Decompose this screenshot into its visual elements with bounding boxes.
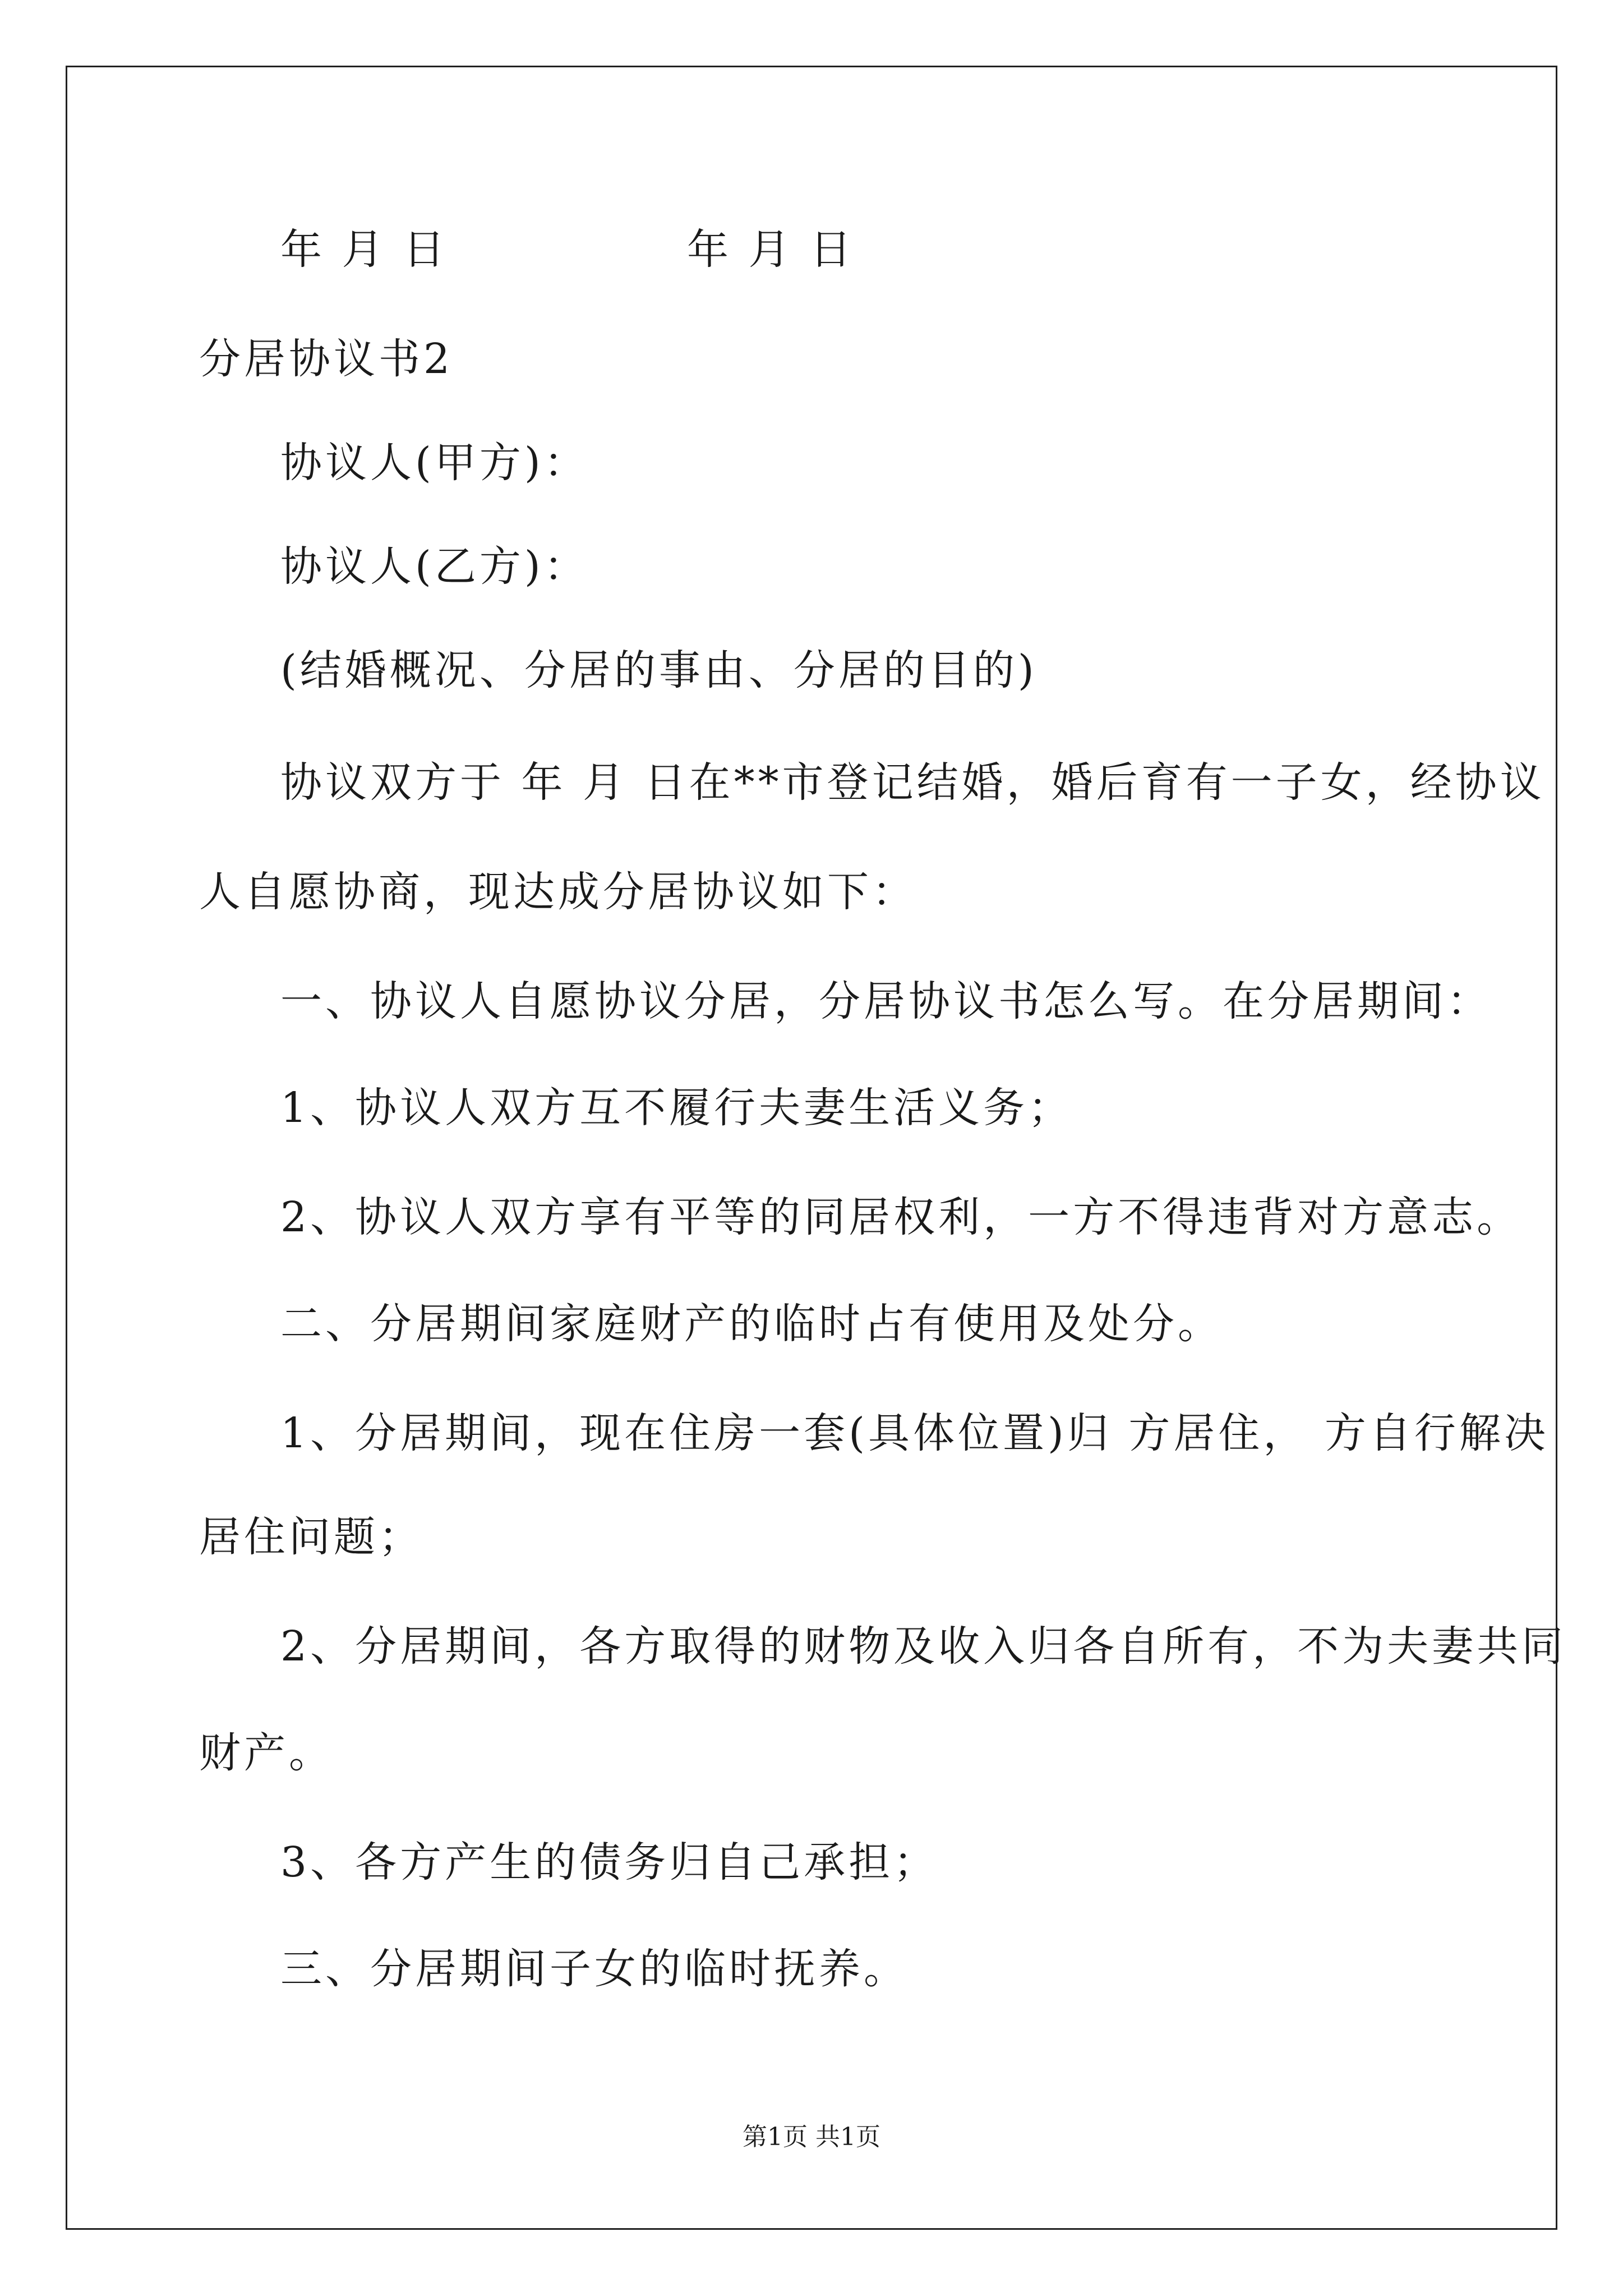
date-left: 年 月 日 xyxy=(280,226,449,274)
signature-date-row xyxy=(280,222,855,278)
clause-2-2-cont: 财产。 xyxy=(199,1729,334,1777)
background-note: (结婚概况、分居的事由、分居的目的) xyxy=(280,646,1038,694)
paragraph-marriage: 协议双方于 年 月 日在**市登记结婚，婚后育有一子女，经协议 xyxy=(280,758,1545,807)
document-title: 分居协议书2 xyxy=(199,335,454,383)
clause-1-1: 1、协议人双方互不履行夫妻生活义务； xyxy=(280,1084,1073,1132)
section-three-heading: 三、分居期间子女的临时抚养。 xyxy=(280,1945,909,1993)
page-border xyxy=(66,66,1557,2230)
page-number-footer: 第1页 共1页 xyxy=(743,2123,880,2151)
paragraph-marriage-cont: 人自愿协商，现达成分居协议如下： xyxy=(199,868,917,916)
party-b-line: 协议人(乙方)： xyxy=(280,542,589,591)
clause-2-1: 1、分居期间，现在住房一套(具体位置)归 方居住， 方自行解决 xyxy=(280,1409,1549,1457)
clause-2-1-cont: 居住问题； xyxy=(199,1513,423,1561)
date-right: 年 月 日 xyxy=(687,226,855,274)
section-two-heading: 二、分居期间家庭财产的临时占有使用及处分。 xyxy=(280,1300,1223,1348)
clause-1-2: 2、协议人双方享有平等的同居权利，一方不得违背对方意志。 xyxy=(280,1193,1522,1241)
clause-2-3: 3、各方产生的债务归自己承担； xyxy=(280,1838,939,1887)
clause-2-2: 2、分居期间，各方取得的财物及收入归各自所有，不为夫妻共同 xyxy=(280,1622,1567,1671)
section-one-heading: 一、协议人自愿协议分居，分居协议书怎么写。在分居期间： xyxy=(280,977,1492,1025)
party-a-line: 协议人(甲方)： xyxy=(280,439,589,487)
